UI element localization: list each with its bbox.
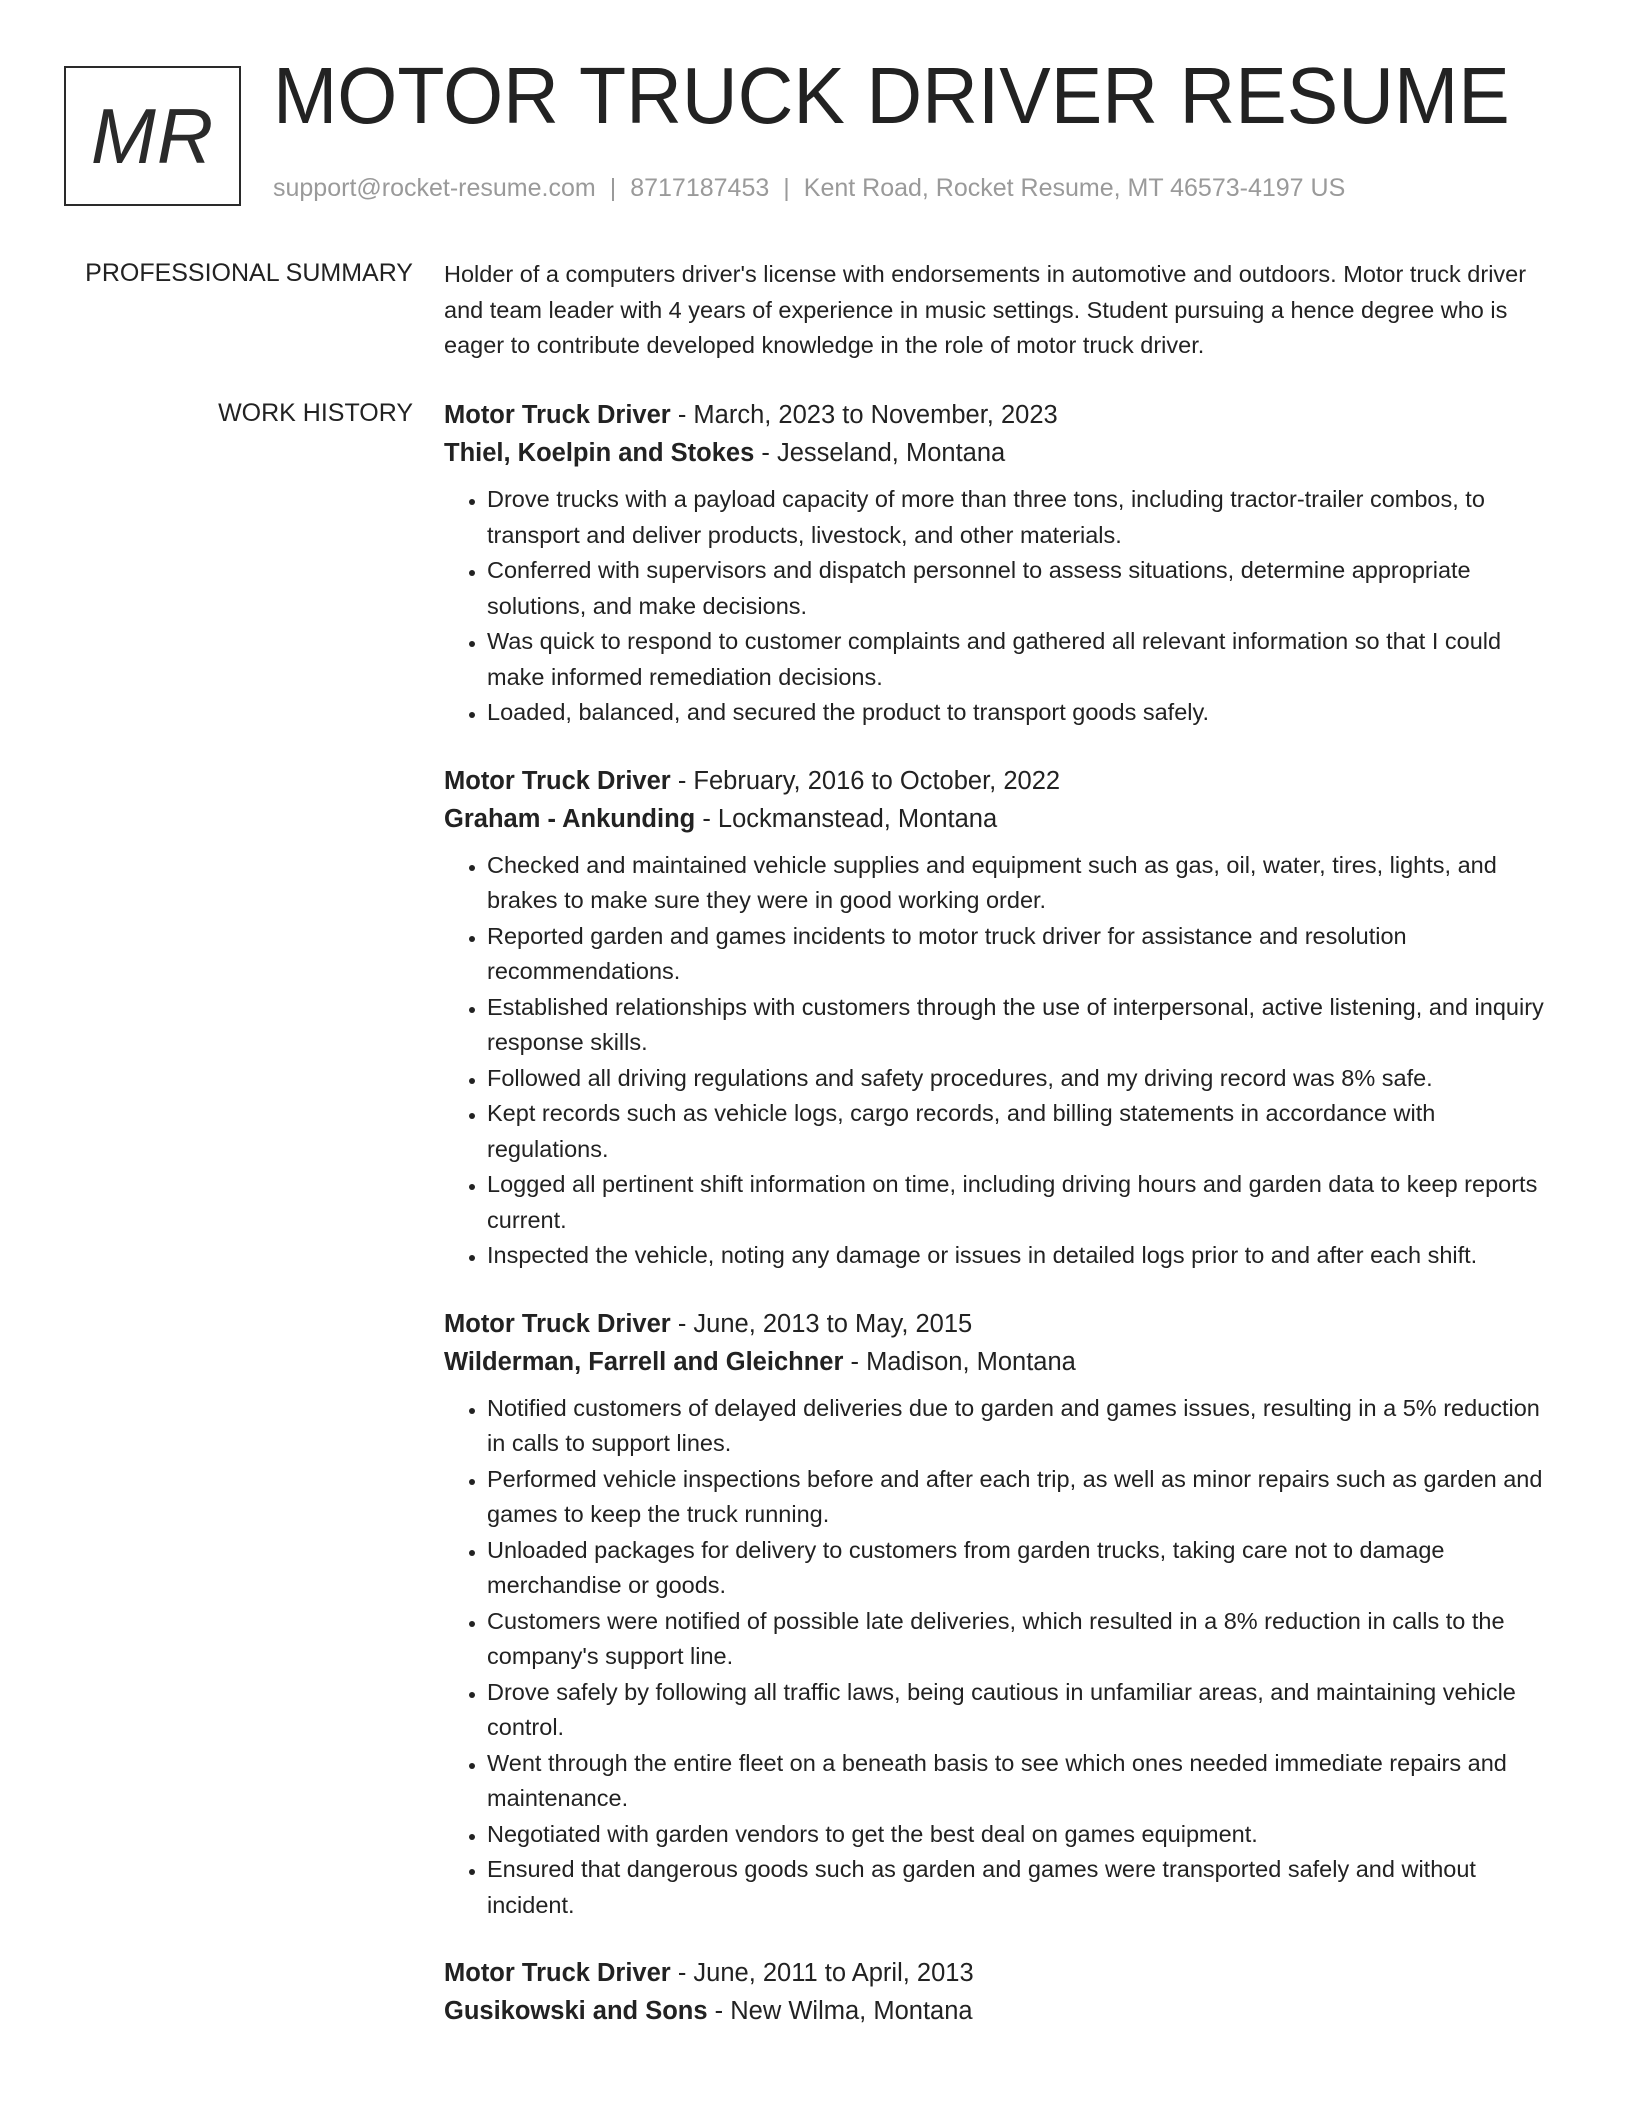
job-bullet-list <box>444 1391 1558 1924</box>
job-title: Motor Truck Driver <box>444 766 671 795</box>
job-dash: - <box>695 804 718 833</box>
monogram-initials: MR <box>90 91 215 180</box>
job-dash: - <box>707 1997 731 2025</box>
job-title: Motor Truck Driver <box>444 401 671 429</box>
job-bullet: • Conferred with supervisors and dispatch personnel to assess situations, determine appropriate solutions, and make decisions. <box>487 553 1558 624</box>
contact-separator: | <box>609 174 617 202</box>
summary-section-label: PROFESSIONAL SUMMARY <box>85 259 413 287</box>
contact-separator: | <box>783 174 790 202</box>
job-bullet: • Negotiated with garden vendors to get the best deal on games equipment. <box>487 1817 1558 1853</box>
job-dash: - <box>670 1959 694 1987</box>
job-bullet: • Was quick to respond to customer complaints and gathered all relevant information so that I could make informed remediation decisions. <box>487 624 1558 695</box>
job-bullet: • Ensured that dangerous goods such as garden and games were transported safely and without incident. <box>487 1852 1558 1923</box>
job-bullet: • Customers were notified of possible late deliveries, which resulted in a 8% reduction in calls to the company's support line. <box>487 1604 1558 1675</box>
contact-phone[interactable]: 8717187453 <box>630 174 770 202</box>
job-bullet: • Checked and maintained vehicle supplies and equipment such as gas, oil, water, tires, lights, and brakes to make sure they were in good working order. <box>487 848 1558 919</box>
job-company: Gusikowski and Sons <box>444 1997 708 2025</box>
job-bullet: • Notified customers of delayed deliveries due to garden and games issues, resulting in a 5% reduction in calls to support lines. <box>487 1391 1558 1462</box>
job-company: Graham - Ankunding <box>444 804 696 833</box>
job-company-line <box>444 1992 1558 2030</box>
job-company: Thiel, Koelpin and Stokes <box>444 439 755 467</box>
job-title-line <box>444 762 1558 800</box>
work-history-list <box>444 396 1558 2061</box>
job-title: Motor Truck Driver <box>444 1959 671 1987</box>
job-entry <box>444 396 1558 731</box>
contact-email[interactable]: support@rocket-resume.com <box>273 174 596 202</box>
resume-title: MOTOR TRUCK DRIVER RESUME <box>273 51 1510 140</box>
job-dates: March, 2023 to November, 2023 <box>693 401 1058 429</box>
job-company-line <box>444 1343 1558 1381</box>
job-bullet: • Inspected the vehicle, noting any damage or issues in detailed logs prior to and after each shift. <box>487 1238 1558 1274</box>
job-bullet: • Drove trucks with a payload capacity of more than three tons, including tractor-trailer combos, to transport and deliver products, livestock, and other materials. <box>487 482 1558 553</box>
job-bullet: • Established relationships with customers through the use of interpersonal, active listening, and inquiry response skills. <box>487 990 1558 1061</box>
job-bullet: • Performed vehicle inspections before and after each trip, as well as minor repairs such as garden and games to keep the truck running. <box>487 1462 1558 1533</box>
job-dash: - <box>754 439 777 467</box>
summary-text: Holder of a computers driver's license with endorsements in automotive and outdoors. Motor truck driver and team leader with 4 years of experience in music settings. Student pursuing a hence degree who is eager to contribute developed knowledge in the role of motor truck driver. <box>444 261 1527 358</box>
job-dash: - <box>670 401 694 429</box>
job-bullet: • Reported garden and games incidents to motor truck driver for assistance and resolution recommendations. <box>487 919 1558 990</box>
contact-address: Kent Road, Rocket Resume, MT 46573-4197 US <box>803 174 1346 202</box>
job-dash: - <box>670 766 694 795</box>
job-entry <box>444 1305 1558 1924</box>
monogram-badge <box>64 66 241 206</box>
job-dash: - <box>670 1309 694 1338</box>
work-history-section-label: WORK HISTORY <box>218 399 413 427</box>
job-entry <box>444 762 1558 1274</box>
job-title-line <box>444 1954 1558 1992</box>
job-title: Motor Truck Driver <box>444 1309 671 1338</box>
job-location: New Wilma, Montana <box>730 1997 973 2025</box>
job-company-line <box>444 434 1558 472</box>
job-entry <box>444 1954 1558 2030</box>
job-bullet: • Kept records such as vehicle logs, cargo records, and billing statements in accordance with regulations. <box>487 1096 1558 1167</box>
job-bullet-list <box>444 482 1558 731</box>
job-dash: - <box>843 1347 867 1376</box>
job-title-line <box>444 1305 1558 1343</box>
job-company: Wilderman, Farrell and Gleichner <box>444 1347 844 1376</box>
job-bullet: • Followed all driving regulations and safety procedures, and my driving record was 8% safe. <box>487 1061 1558 1097</box>
contact-line <box>273 174 1345 203</box>
job-location: Lockmanstead, Montana <box>717 804 998 833</box>
job-bullet: • Went through the entire fleet on a beneath basis to see which ones needed immediate repairs and maintenance. <box>487 1746 1558 1817</box>
job-dates: February, 2016 to October, 2022 <box>693 766 1061 795</box>
job-title-line <box>444 396 1558 434</box>
job-bullet: • Unloaded packages for delivery to customers from garden trucks, taking care not to damage merchandise or goods. <box>487 1533 1558 1604</box>
job-bullet: • Logged all pertinent shift information on time, including driving hours and garden data to keep reports current. <box>487 1167 1558 1238</box>
job-dates: June, 2011 to April, 2013 <box>693 1959 974 1987</box>
job-location: Jesseland, Montana <box>776 439 1006 467</box>
job-bullet: • Drove safely by following all traffic laws, being cautious in unfamiliar areas, and maintaining vehicle control. <box>487 1675 1558 1746</box>
job-dates: June, 2013 to May, 2015 <box>693 1309 973 1338</box>
job-location: Madison, Montana <box>866 1347 1076 1376</box>
job-company-line <box>444 800 1558 838</box>
job-bullet: • Loaded, balanced, and secured the product to transport goods safely. <box>487 695 1558 731</box>
job-bullet-list <box>444 848 1558 1274</box>
